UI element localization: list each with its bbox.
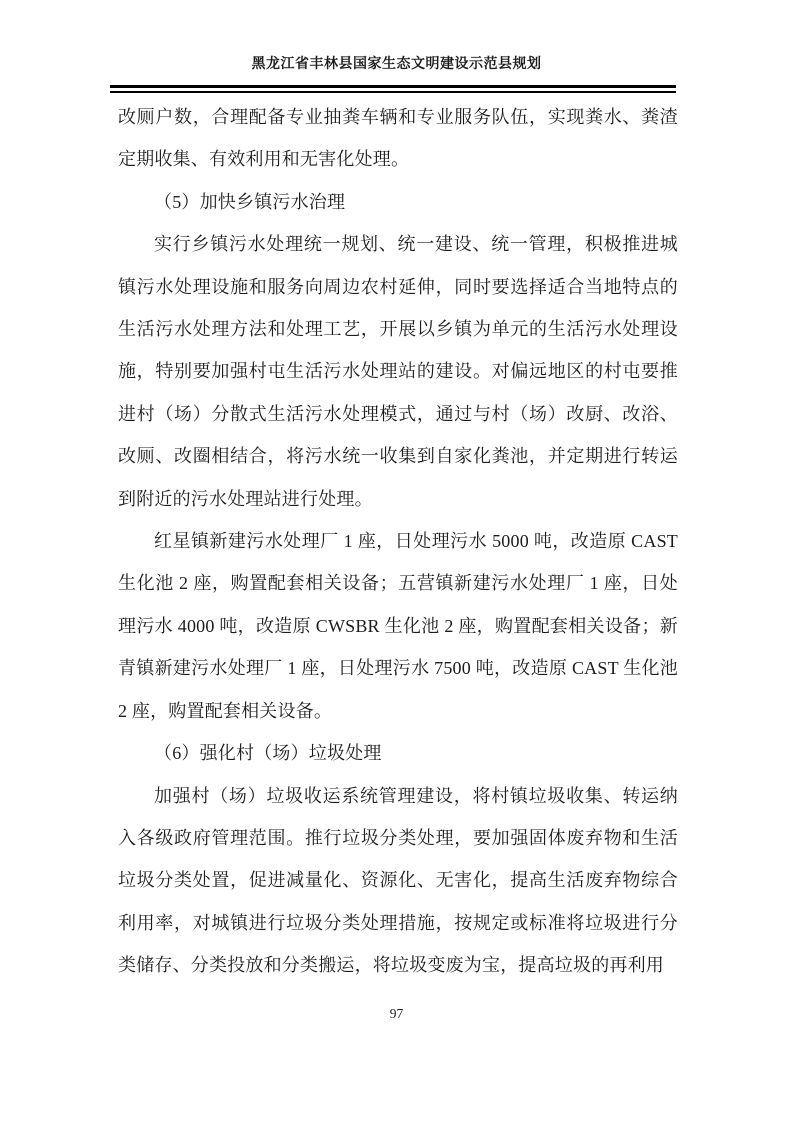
body-paragraph-treatment-plants: 红星镇新建污水处理厂 1 座，日处理污水 5000 吨，改造原 CAST 生化池 2 座，购置配套相关设备；五营镇新建污水处理厂 1 座，日处理污水 4000 吨，改造原 CWSBR 生化池 2 座，购置配套相关设备；新青镇新建污水处理厂 1 座，日处理污水 7500 吨，改造原 CAST 生化池 2 座，购置配套相关设备。	[118, 531, 678, 721]
document-body	[118, 96, 678, 987]
page-number: 97	[389, 1006, 404, 1021]
subsection-heading-6: （6）强化村（场）垃圾处理	[154, 743, 382, 764]
body-paragraph-sewage-policy: 实行乡镇污水处理统一规划、统一建设、统一管理，积极推进城镇污水处理设施和服务向周边农村延伸，同时要选择适合当地特点的生活污水处理方法和处理工艺，开展以乡镇为单元的生活污水处理设施，特别要加强村屯生活污水处理站的建设。对偏远地区的村屯要推进村（场）分散式生活污水处理模式，通过与村（场）改厨、改浴、改厕、改圈相结合，将污水统一收集到自家化粪池，并定期进行转运到附近的污水处理站进行处理。	[118, 234, 678, 509]
subsection-heading-5: （5）加快乡镇污水治理	[154, 191, 346, 212]
continued-paragraph: 改厕户数，合理配备专业抽粪车辆和专业服务队伍，实现粪水、粪渣定期收集、有效利用和无害化处理。	[118, 107, 678, 170]
page-footer	[0, 1006, 793, 1022]
body-paragraph-garbage-management: 加强村（场）垃圾收运系统管理建设，将村镇垃圾收集、转运纳入各级政府管理范围。推行垃圾分类处理，要加强固体废弃物和生活垃圾分类处置，促进减量化、资源化、无害化，提高生活废弃物综合利用率，对城镇进行垃圾分类处理措施，按规定或标准将垃圾进行分类储存、分类投放和分类搬运，将垃圾变废为宝，提高垃圾的再利用	[118, 785, 678, 976]
header-double-rule	[110, 85, 676, 93]
header-title: 黑龙江省丰林县国家生态文明建设示范县规划	[251, 57, 542, 72]
